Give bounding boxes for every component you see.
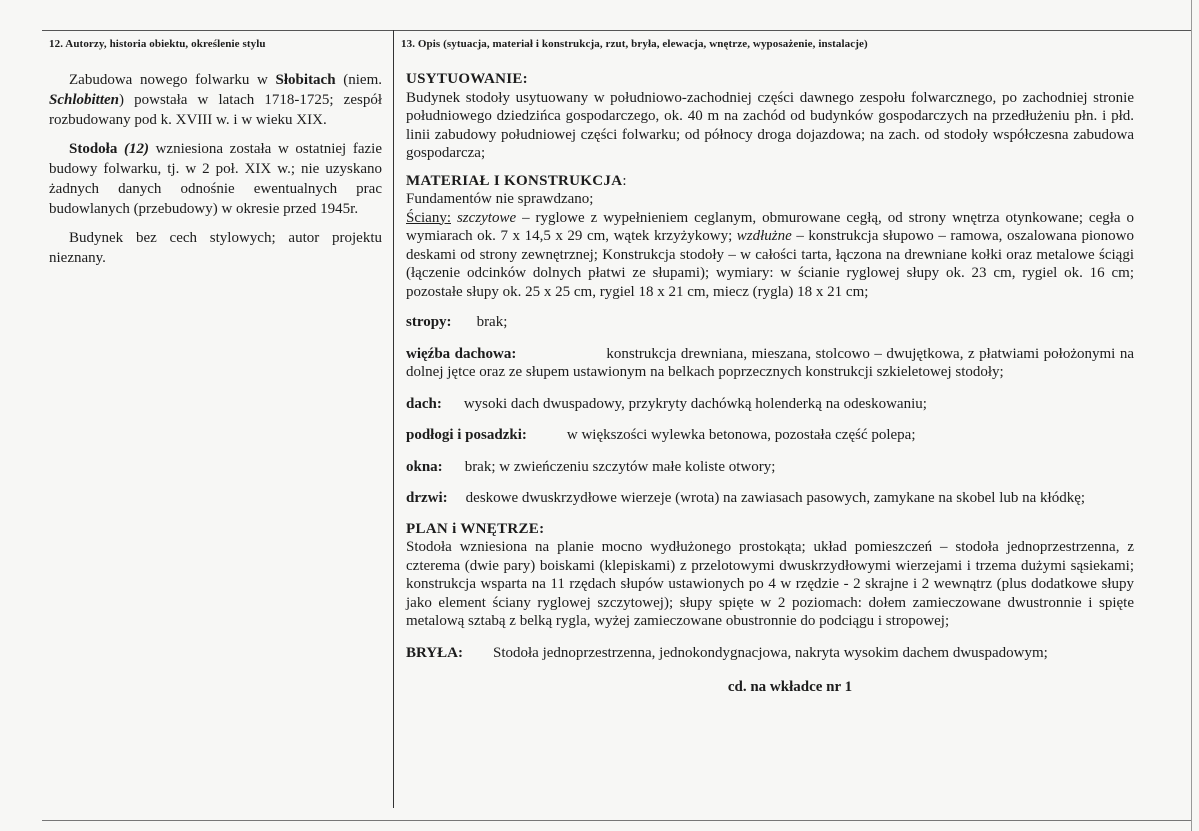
ceilings-row (406, 313, 1134, 332)
text: szczytowe (456, 209, 517, 226)
doors-row (406, 489, 1134, 508)
text: Zabudowa nowego folwarku w (69, 72, 276, 88)
text: wzniesiona została w ostatniej fazie budowy folwarku, tj. w 2 poł. XIX w.; nie uzyskano żadnych danych odnośnie ewentualnych prac budowlanych (przebudowy) w okresie przed 1945r. (49, 141, 382, 217)
text: (niem. (335, 72, 382, 88)
floors-row (406, 426, 1134, 445)
floors-value: w większości wylewka betonowa, pozostała część polepa; (566, 427, 916, 443)
barn-paragraph (49, 139, 382, 219)
location-text: Budynek stodoły usytuowany w południowo-zachodniej części dawnego zespołu folwarcznego, po zachodniej stronie południowego dziedzińca gospodarczego, ok. 40 m na zachód od budynków gospodarczych na przedłużeniu płn. i płd. linii zabudowy południowej części folwarku; od północy droga dojazdowa; na zach. od stodoły współczesna zabudowa gospodarcza; (406, 89, 1134, 161)
german-name: Schlobitten (49, 92, 120, 108)
section-header-description: 13. Opis (sytuacja, materiał i konstrukcja, rzut, bryła, elewacja, wnętrze, wyposażenie, instalacje) (401, 38, 868, 50)
style-paragraph: Budynek bez cech stylowych; autor projektu nieznany. (49, 230, 382, 266)
walls-text (406, 209, 1134, 302)
text: – konstrukcja słupowo – ramowa, oszalowana pionowo deskami od strony zewnętrznej; Konstrukcja stodoły – w całości tarta, łączona na drewniane kołki oraz metalowe ściągi (łączenie odcinków dolnych płatwi ze słupami); wymiary: w ścianie ryglowej słupy ok. 23 cm, rygiel ok. 16 cm; pozostałe słupy ok. 25 x 25 cm, rygiel 18 x 21 cm, miecz (rygla) 18 x 21 cm; (406, 228, 1134, 300)
section-header-authors: 12. Autorzy, historia obiektu, określenie stylu (49, 38, 266, 50)
material-title-text: MATERIAŁ I KONSTRUKCJA (406, 172, 623, 189)
ceilings-label: stropy: (406, 314, 452, 330)
windows-row (406, 458, 1134, 477)
roof-row (406, 395, 1134, 414)
ceilings-value: brak; (476, 314, 508, 330)
continuation-note: cd. na wkładce nr 1 (727, 679, 853, 695)
windows-label: okna: (406, 458, 443, 475)
barn-label: Stodoła (69, 141, 124, 157)
roof-truss-row (406, 345, 1134, 382)
plan-text: Stodoła wzniesiona na planie mocno wydłużonego prostokąta; układ pomieszczeń – stodoła jednoprzestrzenna, z czterema (dwie pary) boiskami (klepiskami) z przelotowymi dwuskrzydłowymi wierzejami i trzema dużymi sąsiekami; konstrukcja wsparta na 11 rzędach słupów ustawionych po 4 w rzędzie - 2 skrajne i 2 wewnątrz (plus dodatkowe słupy jako element ściany ryglowej szczytowej); słupy spięte w 2 poziomach: dołem zamieczowane dwustronnie i spięte metalową sztabą z belką rygla, wyżej zamieczowane obustronnie do podciągu i stropowej; (406, 539, 1134, 629)
doors-value: deskowe dwuskrzydłowe wierzeje (wrota) na zawiasach pasowych, zamykane na skobel lub na kłódkę; (465, 490, 1086, 506)
text: – ryglowe z wypełnieniem ceglanym, obmurowane cegłą, od strony wnętrza otynkowane; cegła o wymiarach ok. 7 x 14,5 x 29 cm, wątek krzyżykowy; (406, 209, 1135, 244)
left-column (49, 70, 382, 277)
material-title-colon: : (622, 172, 627, 189)
right-border (1191, 0, 1192, 831)
bottom-border (42, 820, 1192, 821)
roof-value: wysoki dach dwuspadowy, przykryty dachówką holenderką na odeskowaniu; (463, 395, 927, 412)
material-title (406, 172, 1134, 191)
roof-truss-label: więźba dachowa: (406, 345, 517, 362)
text: ) powstała w latach 1718-1725; zespół rozbudowany pod k. XVIII w. i w wieku XIX. (49, 92, 382, 128)
text: wzdłużne (736, 228, 792, 244)
foundations-text: Fundamentów nie sprawdzano; (406, 191, 594, 207)
form-label: BRYŁA: (406, 644, 463, 661)
right-column (406, 70, 1134, 697)
floors-label: podłogi i posadzki: (406, 427, 527, 443)
column-divider (393, 30, 394, 808)
form-row (406, 644, 1134, 663)
windows-value: brak; w zwieńczeniu szczytów małe koliste otwory; (464, 458, 776, 475)
barn-number: (12) (123, 141, 149, 157)
location-title: USYTUOWANIE: (406, 71, 528, 87)
form-value: Stodoła jednoprzestrzenna, jednokondygnacjowa, nakryta wysokim dachem dwuspadowym; (492, 644, 1048, 661)
history-paragraph (49, 70, 382, 130)
doors-label: drzwi: (406, 490, 448, 506)
top-border (42, 30, 1192, 31)
plan-title: PLAN i WNĘTRZE: (406, 520, 545, 537)
walls-label: Ściany: (406, 209, 451, 226)
place-name: Słobitach (275, 72, 336, 88)
roof-truss-value: konstrukcja drewniana, mieszana, stolcowo – dwujętkowa, z płatwiami położonymi na dolnej jętce oraz ze słupem ustawionym na belkach poprzecznych konstrukcji szkieletowej stodoły; (406, 345, 1134, 380)
roof-label: dach: (406, 395, 442, 412)
